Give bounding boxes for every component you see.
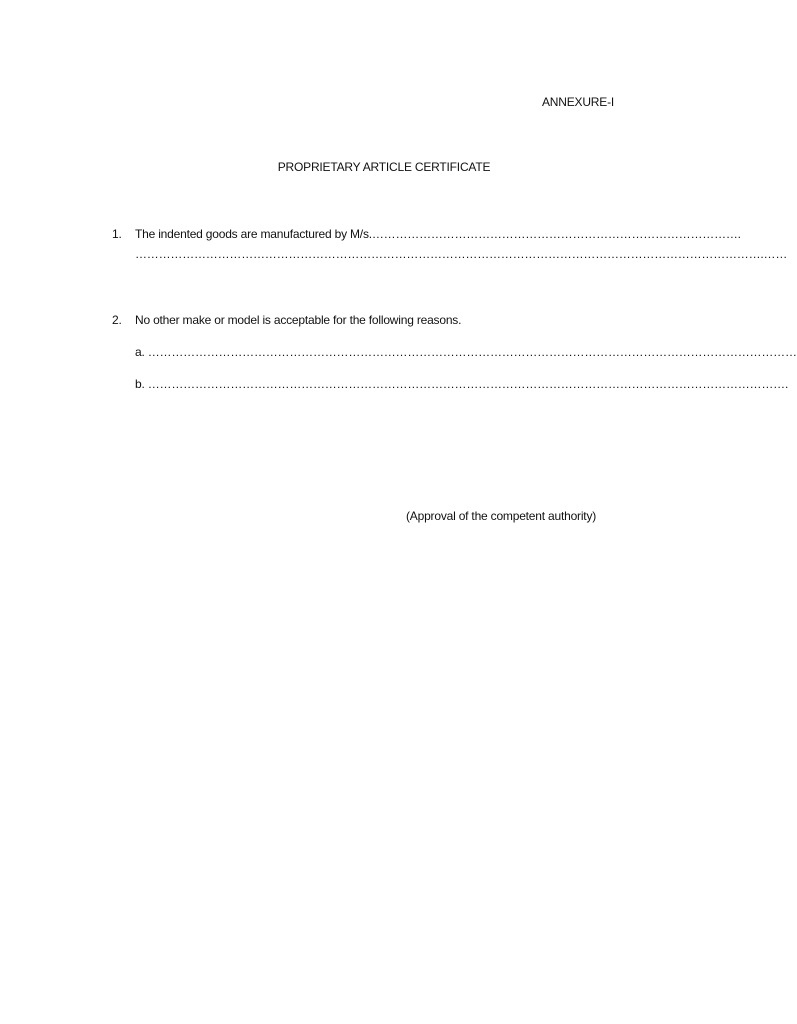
item-1-text: The indented goods are manufactured by M/s.…………………………………………………………………………………. [135, 227, 741, 241]
annexure-label: ANNEXURE-I [542, 95, 615, 109]
item-1-number: 1. [112, 227, 122, 241]
item-2-text: No other make or model is acceptable for the following reasons. [135, 313, 462, 327]
reason-a-line: a. ………………………………………………………………………………………………………………………………………………… [135, 345, 797, 359]
item-1-continuation-line: …………………………………………………………………………………………………………………………………………….…… [135, 247, 788, 261]
approval-signature-label: (Approval of the competent authority) [406, 509, 597, 523]
reason-b-line: b. ………………………………………………………………………………………………………………………………………………. [135, 377, 789, 391]
certificate-title: PROPRIETARY ARTICLE CERTIFICATE [277, 160, 491, 174]
item-2-number: 2. [112, 313, 122, 327]
